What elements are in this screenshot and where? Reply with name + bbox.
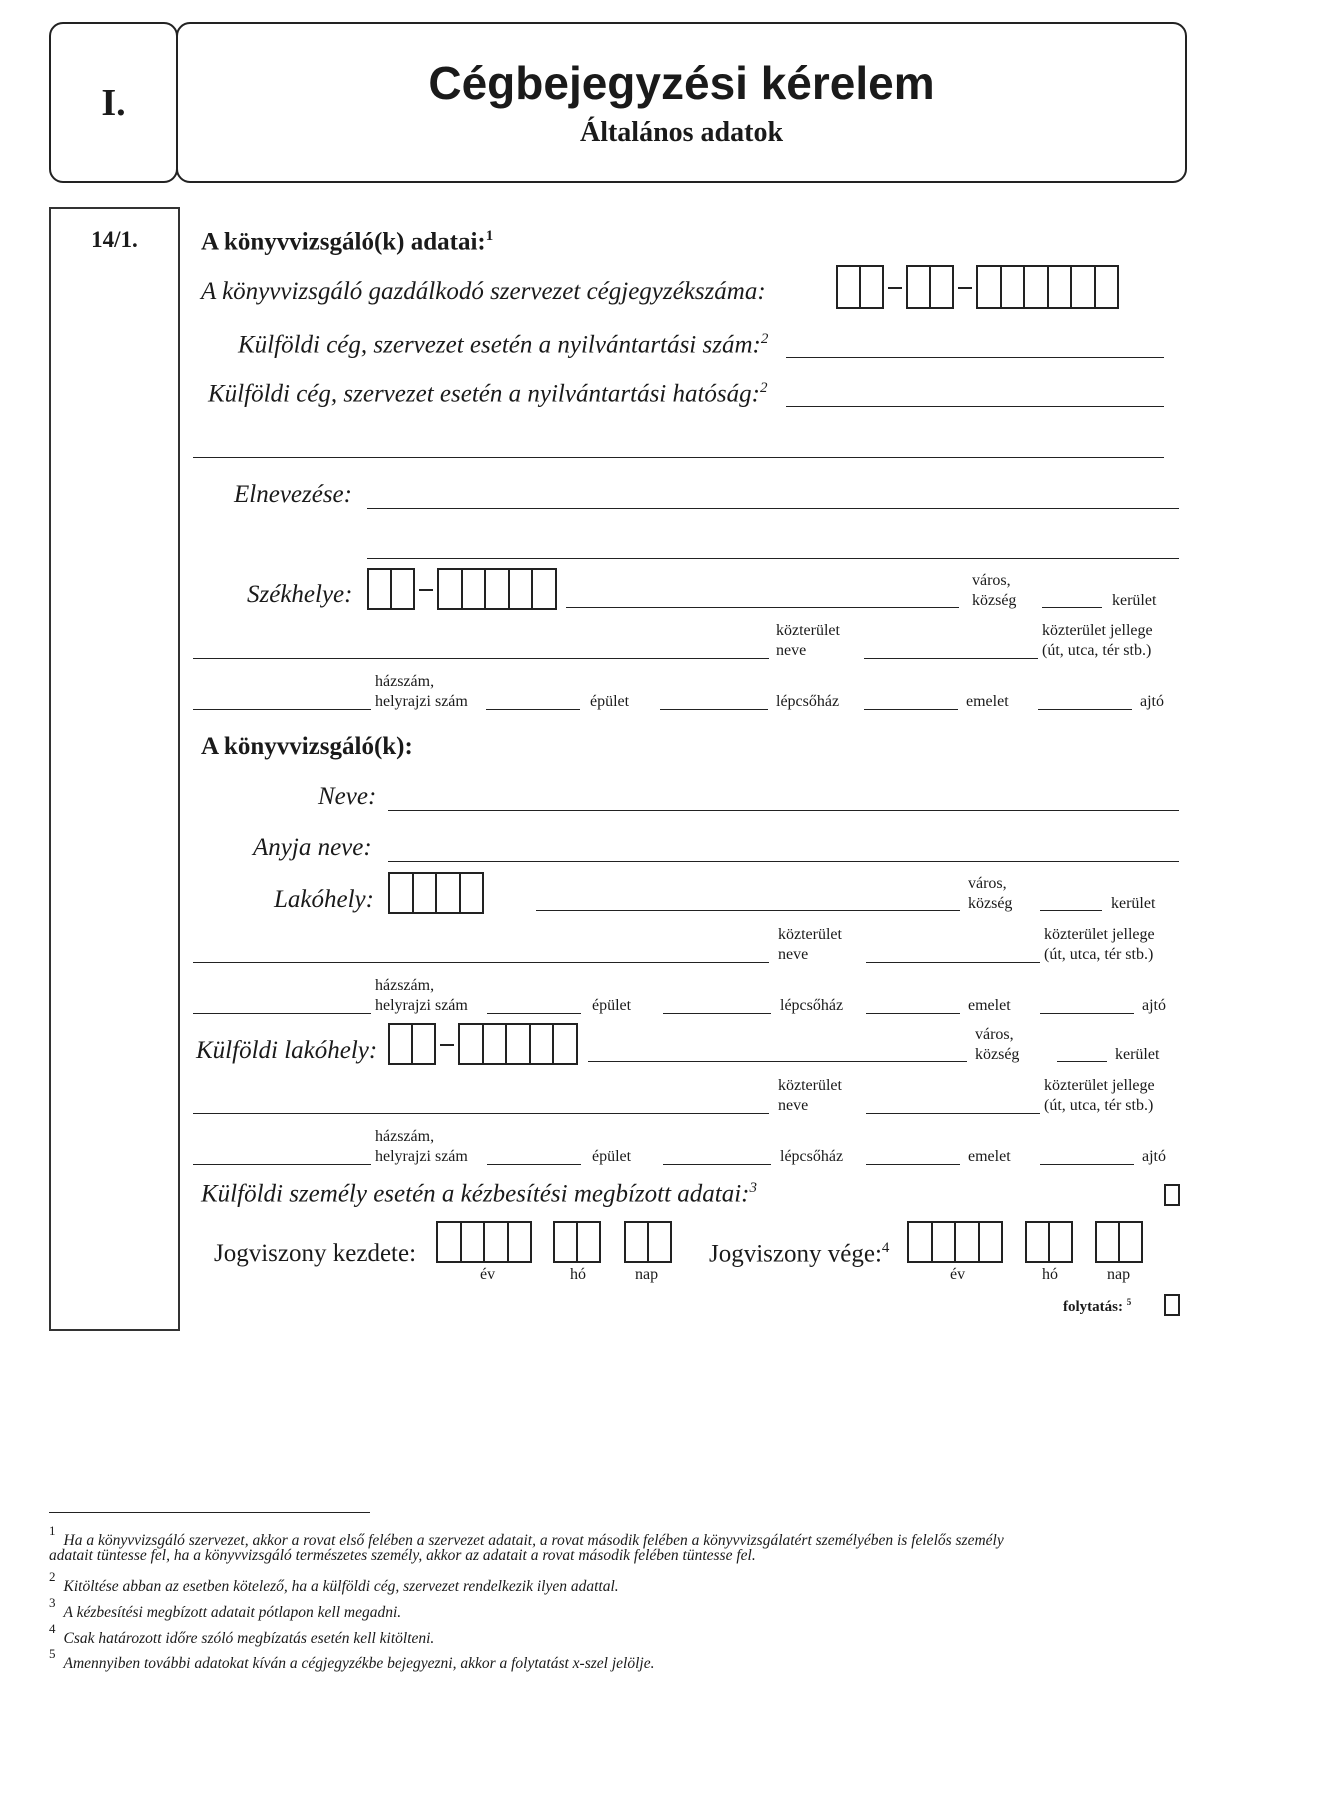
anyja-nev-field[interactable] [388,861,1179,862]
kulf-lakohely-label: Külföldi lakóhely: [196,1037,378,1064]
kezbesitesi-checkbox[interactable] [1164,1184,1180,1206]
kulf-lakohely-epulet-field[interactable] [487,1164,581,1165]
varos-label: város, község [968,875,1013,912]
kozterulet-neve-label: közterület neve [776,622,840,659]
jogviszony-vege-label: Jogviszony vége:$^4$ [709,1240,890,1268]
szekhely-country-code-input[interactable] [367,568,415,610]
lakohely-label: Lakóhely: [274,886,374,913]
kulf-lakohely-ajto-field[interactable] [1040,1164,1134,1165]
kulf-lakohely-jellege-field[interactable] [866,1113,1040,1114]
nyilv-hatosag-label: Külföldi cég, szervezet esetén a nyilvántartási hatóság:$^2$ [208,380,768,408]
kerulet-label: kerület [1115,1046,1160,1063]
folytatas-label: folytatás: $^5$ [1063,1297,1132,1315]
cegjegyzekszam-part2-input[interactable] [906,265,954,309]
kozterulet-jellege-label: közterület jellege (út, utca, tér stb.) [1044,1077,1155,1114]
kulf-lakohely-country-code-input[interactable] [388,1023,436,1065]
kulf-lakohely-hazszam-field[interactable] [193,1164,371,1165]
lepcsohaz-label: lépcsőház [780,997,844,1014]
dash [419,589,433,591]
cegjegyzekszam-part1-input[interactable] [836,265,884,309]
lakohely-kerulet-field[interactable] [1040,910,1102,911]
szekhely-epulet-field[interactable] [486,709,580,710]
szekhely-emelet-field[interactable] [864,709,958,710]
cegjegyzekszam-part3-input[interactable] [976,265,1119,309]
form-title: Cégbejegyzési kérelem [428,57,935,109]
kulf-lakohely-kozterulet-field[interactable] [193,1113,769,1114]
dash [888,287,902,289]
footnote-1: $^1$Ha a könyvvizsgáló szervezet, akkor a rovat első felében a szervezet adatait, a rovat második felében a könyvvizsgálatért személyében is felelős személy [49,1523,1004,1550]
header-number-box [49,22,178,183]
kozterulet-jellege-label: közterület jellege (út, utca, tér stb.) [1044,926,1155,963]
szekhely-hazszam-field[interactable] [193,709,371,710]
lakohely-jellege-field[interactable] [866,962,1040,963]
section-title: A könyvvizsgáló(k) adatai:$^1$ [201,228,494,256]
konyvvizsgalok-heading: A könyvvizsgáló(k): [201,733,413,760]
vege-ho-input[interactable] [1025,1221,1073,1263]
lakohely-varos-field[interactable] [536,910,960,911]
kerulet-label: kerület [1111,895,1156,912]
ho-label: hó [570,1266,586,1283]
ho-label: hó [1042,1266,1058,1283]
nyilv-hatosag-field[interactable] [786,406,1164,407]
elnevezese-label: Elnevezése: [234,481,352,508]
nev-label: Neve: [318,783,377,810]
ev-label: év [480,1266,496,1283]
kozterulet-neve-label: közterület neve [778,1077,842,1114]
lakohely-kozterulet-field[interactable] [193,962,769,963]
szekhely-jellege-field[interactable] [864,658,1038,659]
footnote-2: $^2$Kitöltése abban az esetben kötelező, ha a külföldi cég, szervezet rendelkezik ilyen adattal. [49,1569,619,1596]
epulet-label: épület [590,693,630,710]
nap-label: nap [1107,1266,1131,1283]
kerulet-label: kerület [1112,592,1157,609]
kulf-lakohely-lepcsohaz-field[interactable] [663,1164,771,1165]
section-side-column [49,207,180,1331]
kezdete-ev-input[interactable] [436,1221,532,1263]
szekhely-lepcsohaz-field[interactable] [660,709,768,710]
szekhelye-label: Székhelye: [247,581,353,608]
lakohely-hazszam-field[interactable] [193,1013,371,1014]
kulf-lakohely-varos-field[interactable] [588,1061,967,1062]
anyja-nev-label: Anyja neve: [253,834,372,861]
section-number: 14/1. [91,227,138,252]
emelet-label: emelet [968,1148,1011,1165]
lakohely-postcode-input[interactable] [388,872,484,914]
nap-label: nap [635,1266,659,1283]
epulet-label: épület [592,997,632,1014]
cegjegyzekszam-label: A könyvvizsgáló gazdálkodó szervezet cégjegyzékszáma: [201,278,766,305]
szekhely-kozterulet-field[interactable] [193,658,769,659]
lepcsohaz-label: lépcsőház [780,1148,844,1165]
szekhely-varos-field[interactable] [566,607,959,608]
elnevezese-field-line2[interactable] [367,558,1179,559]
dash [440,1044,454,1046]
szekhely-ajto-field[interactable] [1038,709,1132,710]
lepcsohaz-label: lépcsőház [776,693,840,710]
folytatas-checkbox[interactable] [1164,1294,1180,1316]
emelet-label: emelet [966,693,1009,710]
kozterulet-jellege-label: közterület jellege (út, utca, tér stb.) [1042,622,1153,659]
kezbesitesi-label: Külföldi személy esetén a kézbesítési megbízott adatai:$^3$ [201,1180,758,1208]
kezdete-ho-input[interactable] [553,1221,601,1263]
varos-label: város, község [975,1026,1020,1063]
nyilv-szam-label: Külföldi cég, szervezet esetén a nyilvántartási szám:$^2$ [238,331,769,359]
epulet-label: épület [592,1148,632,1165]
footnote-5: $^5$Amennyiben további adatokat kíván a cégjegyzékbe bejegyezni, akkor a folytatást x-szel jelölje. [49,1646,655,1673]
footnote-1-cont: adatait tüntesse fel, ha a könyvvizsgáló természetes személy, akkor az adatait a rovat második felében tüntesse fel. [49,1547,756,1564]
jogviszony-kezdete-label: Jogviszony kezdete: [214,1240,417,1267]
szekhely-kerulet-field[interactable] [1042,607,1102,608]
dash [958,287,972,289]
nyilv-szam-field[interactable] [786,357,1164,358]
header-title-box [176,22,1187,183]
varos-label: város, község [972,572,1017,609]
vege-nap-input[interactable] [1095,1221,1143,1263]
ajto-label: ajtó [1142,997,1166,1014]
ev-label: év [950,1266,966,1283]
footnote-3: $^3$A kézbesítési megbízott adatait pótlapon kell megadni. [49,1595,402,1622]
footnote-separator [49,1512,370,1513]
kezdete-nap-input[interactable] [624,1221,672,1263]
nev-field[interactable] [388,810,1179,811]
elnevezese-field[interactable] [367,508,1179,509]
kulf-lakohely-postcode-input[interactable] [458,1023,578,1065]
vege-ev-input[interactable] [907,1221,1003,1263]
lakohely-epulet-field[interactable] [487,1013,581,1014]
szekhely-postcode-input[interactable] [437,568,557,610]
hazszam-label: házszám, helyrajzi szám [375,1128,468,1165]
hazszam-label: házszám, helyrajzi szám [375,673,468,710]
kulf-lakohely-kerulet-field[interactable] [1057,1061,1107,1062]
nyilv-hatosag-field-line2[interactable] [193,457,1164,458]
form-subtitle: Általános adatok [579,117,784,148]
hazszam-label: házszám, helyrajzi szám [375,977,468,1014]
part-number: I. [101,81,126,124]
ajto-label: ajtó [1142,1148,1166,1165]
emelet-label: emelet [968,997,1011,1014]
kulf-lakohely-emelet-field[interactable] [866,1164,960,1165]
lakohely-lepcsohaz-field[interactable] [663,1013,771,1014]
lakohely-ajto-field[interactable] [1040,1013,1134,1014]
lakohely-emelet-field[interactable] [866,1013,960,1014]
footnote-4: $^4$Csak határozott időre szóló megbízatás esetén kell kitölteni. [49,1621,435,1648]
ajto-label: ajtó [1140,693,1164,710]
kozterulet-neve-label: közterület neve [778,926,842,963]
